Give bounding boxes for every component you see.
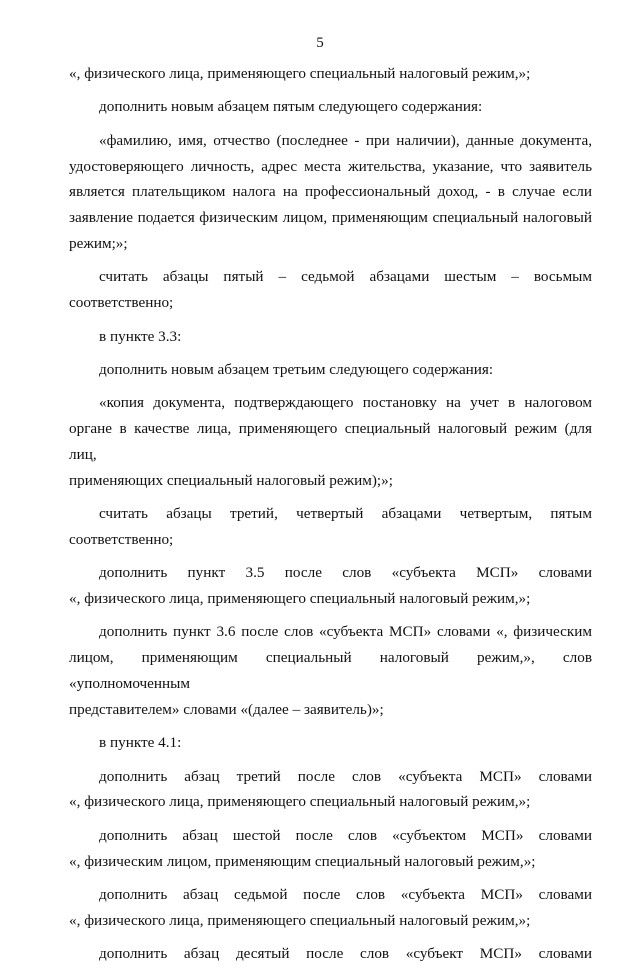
text-line: органе в качестве лица, применяющего специальный налоговый режим (для лиц, bbox=[69, 420, 592, 463]
text-line: «, физическим лицом, применяющим специальный налоговый режим,»; bbox=[69, 852, 536, 870]
text-line: соответственно; bbox=[69, 294, 174, 312]
text-line: считать абзацы пятый – седьмой абзацами шестым – восьмым bbox=[99, 268, 592, 286]
text-line: удостоверяющего личность, адрес места жительства, указание, что заявитель bbox=[69, 157, 592, 175]
paragraph bbox=[69, 357, 592, 383]
text-line: соответственно; bbox=[69, 530, 174, 548]
text-line: дополнить пункт 3.5 после слов «субъекта МСП» словами bbox=[99, 564, 592, 582]
paragraph bbox=[69, 94, 592, 120]
paragraph bbox=[69, 619, 592, 722]
text-line: представителем» словами «(далее – заявитель)»; bbox=[69, 700, 384, 718]
text-line: дополнить абзац третий после слов «субъекта МСП» словами bbox=[99, 767, 592, 785]
paragraph bbox=[69, 882, 592, 934]
text-line: «, физического лица, применяющего специальный налоговый режим,»; bbox=[69, 911, 531, 929]
paragraph bbox=[69, 823, 592, 875]
text-line: в пункте 3.3: bbox=[99, 327, 182, 345]
text-line: дополнить новым абзацем третьим следующего содержания: bbox=[99, 360, 494, 378]
text-line: лицом, применяющим специальный налоговый режим,», слов «уполномоченным bbox=[69, 649, 592, 693]
text-line: дополнить абзац десятый после слов «субъект МСП» словами bbox=[99, 945, 592, 963]
paragraph bbox=[69, 324, 592, 350]
paragraph bbox=[69, 128, 592, 257]
document-body bbox=[69, 61, 592, 975]
text-line: «копия документа, подтверждающего постановку на учет в налоговом bbox=[99, 394, 592, 412]
text-line: «фамилию, имя, отчество (последнее - при наличии), данные документа, bbox=[99, 131, 592, 149]
page-number: 5 bbox=[316, 35, 324, 51]
paragraph bbox=[69, 61, 592, 87]
text-line: «, физического лица, применяющего специальный налоговый режим,»; bbox=[69, 590, 531, 608]
text-line: дополнить абзац шестой после слов «субъектом МСП» словами bbox=[99, 826, 592, 844]
text-line: «, физического лица, применяющего специальный налоговый режим,»; bbox=[69, 65, 531, 82]
text-line: дополнить пункт 3.6 после слов «субъекта МСП» словами «, физическим bbox=[99, 623, 592, 641]
text-line: заявление подается физическим лицом, применяющим специальный налоговый bbox=[69, 209, 592, 227]
paragraph bbox=[69, 264, 592, 316]
text-line: в пункте 4.1: bbox=[99, 734, 182, 752]
text-line: дополнить новым абзацем пятым следующего содержания: bbox=[99, 98, 483, 116]
paragraph bbox=[69, 560, 592, 612]
paragraph bbox=[69, 941, 592, 967]
text-line: режим;»; bbox=[69, 234, 128, 252]
text-line: является плательщиком налога на профессиональный доход, - в случае если bbox=[69, 183, 592, 201]
paragraph bbox=[69, 501, 592, 553]
text-line: считать абзацы третий, четвертый абзацами четвертым, пятым bbox=[99, 505, 592, 523]
text-line: дополнить абзац седьмой после слов «субъекта МСП» словами bbox=[99, 886, 592, 904]
paragraph bbox=[69, 764, 592, 816]
paragraph bbox=[69, 730, 592, 756]
text-line: применяющих специальный налоговый режим);»; bbox=[69, 471, 393, 489]
paragraph bbox=[69, 390, 592, 493]
text-line: «, физического лица, применяющего специальный налоговый режим,»; bbox=[69, 793, 531, 811]
